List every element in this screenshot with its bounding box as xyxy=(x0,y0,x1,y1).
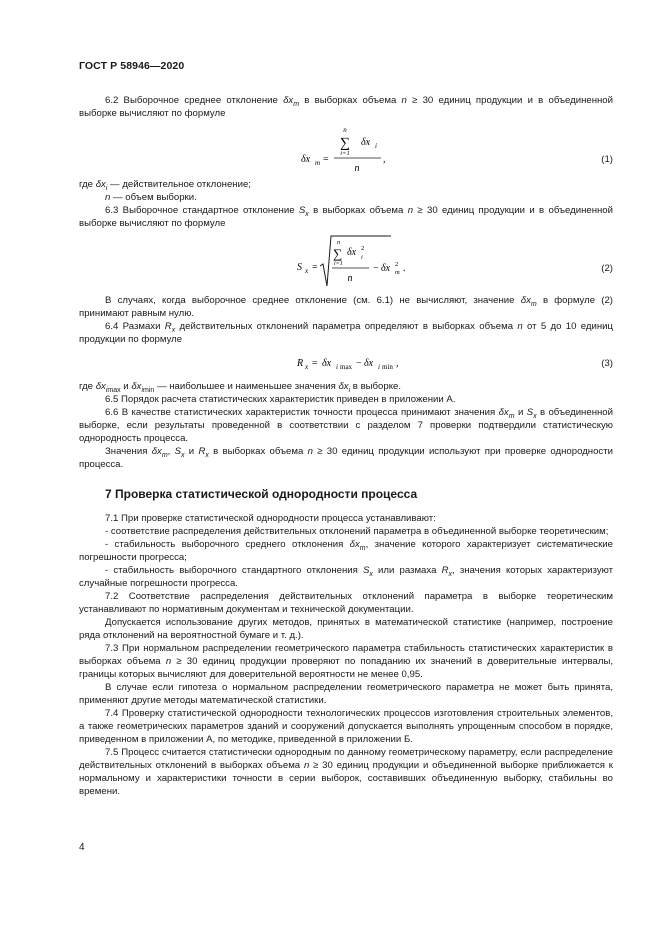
formula-3-svg xyxy=(79,346,613,380)
formula-1-dx: δx xyxy=(361,137,371,148)
paragraph-7-3-b: В случае если гипотеза о нормальном распределении геометрического параметра не может быть принята, применяют другие методы математической статистики. xyxy=(79,682,613,706)
formula-2-dxm-sup: 2 xyxy=(395,261,399,268)
section-7-heading: 7 Проверка статистической однородности процесса xyxy=(105,487,418,501)
bullet-7-1-b: - стабильность выборочного среднего отклонения $\delta x_m$, значение которого характеризует систематические погрешности прогресса; xyxy=(79,539,613,563)
paragraph-7-2-b: Допускается использование других методов, принятых в математической статистике (например, построение ряда отклонений на вероятностной бумаге и т. д.). xyxy=(79,617,613,641)
paragraph-7-5: 7.5 Процесс считается статистически однородным по данному геометрическому параметру, если распределение действительных отклонений в выборках объема n ≥ 30 единиц продукции и объединенной выборке приближается к нормальному и характеристики точности в серии выборок, составивших объединенную выборку, стабильны во времени. xyxy=(79,747,613,797)
formula-2-minus: − xyxy=(373,263,379,274)
bullet-7-1-c: - стабильность выборочного стандартного отклонения $S_x$ или размаха $R_x$, значения которых характеризуют случайные погрешности прогресса. xyxy=(79,565,614,589)
page-content xyxy=(79,94,613,798)
paragraph-6-3: 6.3 Выборочное стандартное отклонение $S_x$ в выборках объема n ≥ 30 единиц продукции и в объединенной выборке вычисляют по формуле xyxy=(79,205,614,229)
formula-2-dx-sub: i xyxy=(361,254,363,261)
paragraph-6-4: 6.4 Размахи $R_x$ действительных отклонений параметра определяют в выборках объема n от 5 до 10 единиц продукции по формуле xyxy=(79,321,613,345)
where-line-1: где $\delta x_i$ — действительное отклонение; xyxy=(79,179,251,192)
paragraph-7-3: 7.3 При нормальном распределении геометрического параметра стабильность статистических характеристик в выборках объема n ≥ 30 единиц продукции проверяют по попаданию их значений в доверительные интервалы, границы которых вычисляют для доверительной вероятности не менее 0,95. xyxy=(79,643,614,680)
paragraph-6-2: 6.2 Выборочное среднее отклонение $\delta x_m$ в выборках объема n ≥ 30 единиц продукции и в объединенной выборке вычисляют по формуле xyxy=(79,95,614,119)
formula-3-dx2-sub-i: i xyxy=(378,363,380,371)
formula-3-number: (3) xyxy=(601,358,613,369)
formula-2-radical xyxy=(320,236,391,286)
formula-2-dx-sup: 2 xyxy=(361,245,365,252)
formula-1-lhs: δx xyxy=(301,154,311,165)
formula-3-comma: , xyxy=(396,358,399,369)
formula-1-lhs-sub: m xyxy=(315,159,321,167)
formula-1-sigma: ∑ xyxy=(340,136,350,151)
formula-2 xyxy=(79,230,613,294)
formula-1-equals: = xyxy=(323,154,329,165)
formula-3-dx1: δx xyxy=(322,358,332,369)
formula-3-dx1-sub-i: i xyxy=(336,363,338,371)
formula-2-denominator: n xyxy=(347,273,353,284)
formula-3-dx2-sub-min: min xyxy=(382,363,393,371)
formula-1-number: (1) xyxy=(601,154,613,165)
formula-1-comma: , xyxy=(383,154,386,165)
formula-2-sigma: ∑ xyxy=(333,246,343,261)
formula-2-dx: δx xyxy=(347,247,357,258)
document-header-code: ГОСТ Р 58946—2020 xyxy=(79,60,185,72)
formula-1-sum-top: n xyxy=(343,126,347,134)
formula-2-lhs: S xyxy=(297,262,302,273)
formula-3-minus: − xyxy=(356,358,362,369)
formula-3-equals: = xyxy=(312,358,318,369)
formula-2-lhs-sub: x xyxy=(305,267,309,275)
formula-3-dx2: δx xyxy=(364,358,374,369)
paragraph-7-4: 7.4 Проверку статистической однородности технологических процессов изготовления строительных элементов, а также геометрических параметров зданий и сооружений допускается выполнять упрощенным способом в порядке, приведенном в приложении А, по методике, приведенной в приложении Б. xyxy=(79,708,613,745)
formula-2-equals: = xyxy=(312,262,318,273)
paragraph-6-6-values: Значения $\delta x_m$, $S_x$ и $R_x$ в выборках объема n ≥ 30 единиц продукции используют при проверке однородности процесса. xyxy=(79,446,613,470)
formula-1-denominator: n xyxy=(354,163,360,174)
formula-2-sum-bottom: i=1 xyxy=(334,261,343,267)
formula-1-sum-bottom: i=1 xyxy=(340,150,350,157)
where-line-2: n — объем выборки. xyxy=(105,192,197,203)
paragraph-7-2: 7.2 Соответствие распределения действительных отклонений параметра в выборке теоретическим устанавливают по нормативным документам и технической документации. xyxy=(79,591,613,615)
formula-2-svg xyxy=(79,230,613,294)
formula-2-number: (2) xyxy=(601,263,613,274)
formula-1-svg xyxy=(79,120,613,178)
formula-2-dxm: δx xyxy=(381,263,391,274)
formula-3-lhs-sub: x xyxy=(305,363,309,371)
paragraph-6-3-note: В случаях, когда выборочное среднее отклонение (см. 6.1) не вычисляют, значение $\delta x_m$ в формуле (2) принимают равным нулю. xyxy=(79,295,613,319)
page-number: 4 xyxy=(79,842,85,853)
bullet-7-1-a: - соответствие распределения действительных отклонений параметра в объединенной выборке теоретическим; xyxy=(105,526,609,537)
paragraph-6-5: 6.5 Порядок расчета статистических характеристик приведен в приложении А. xyxy=(105,394,456,405)
formula-3 xyxy=(79,346,613,380)
formula-3-dx1-sub-max: max xyxy=(340,363,353,371)
formula-2-sum-top: n xyxy=(337,239,341,246)
formula-2-dot: . xyxy=(403,263,406,274)
paragraph-6-6: 6.6 В качестве статистических характеристик точности процесса принимают значения $\delta x_m$ и $S_x$ в объединенной выборке, если результаты проведенной в соответствии с разделом 7 проверки подтвердили статистическую однородность процесса. xyxy=(79,407,613,444)
formula-2-dxm-sub: m xyxy=(395,269,400,276)
formula-1 xyxy=(79,120,613,178)
paragraph-7-1: 7.1 При проверке статистической однородности процесса устанавливают: xyxy=(105,513,436,524)
formula-3-lhs: R xyxy=(297,358,304,369)
where-line-3: где $\delta x_{imax}$ и $\delta x_{imin}$ — наибольшее и наименьшее значения $\delta x_i$ в выборке. xyxy=(79,381,402,394)
formula-1-dx-sub: i xyxy=(375,142,377,150)
